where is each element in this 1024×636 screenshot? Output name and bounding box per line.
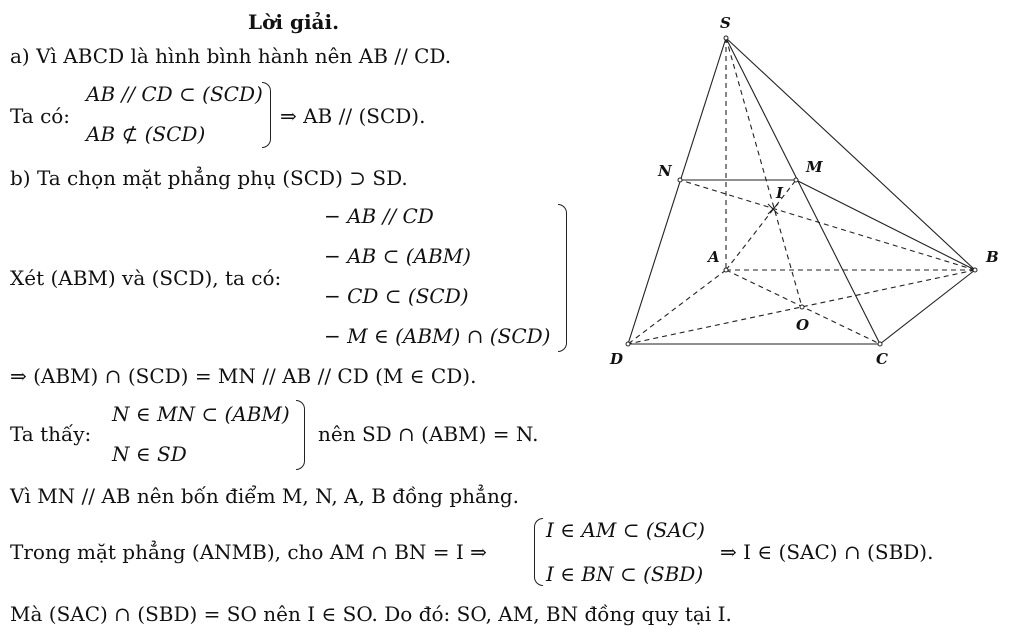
part-b-system-2: I ∈ BN ⊂ (SBD) [546,562,704,586]
point-n [678,178,682,182]
edge-sd [628,38,726,344]
point-m [794,178,798,182]
part-b-thay-1: N ∈ MN ⊂ (ABM) [112,402,290,426]
part-b-nen: nên SD ∩ (ABM) = N. [318,422,539,446]
point-o [800,305,804,309]
point-a [724,268,728,272]
point-s [724,36,728,40]
part-b-coplanar: Vì MN // AB nên bốn điểm M, N, A, B đồng phẳng. [10,484,519,508]
part-b-item-4: − M ∈ (ABM) ∩ (SCD) [324,324,551,348]
edge-sc [726,38,880,344]
label-s: S [720,14,731,32]
label-n: N [658,162,672,180]
part-b-system-1: I ∈ AM ⊂ (SAC) [546,518,705,542]
segment-am [726,180,796,270]
part-b-item-3: − CD ⊂ (SCD) [324,284,469,308]
part-a-condition-1: AB // CD ⊂ (SCD) [86,82,263,106]
part-b-system-result: ⇒ I ∈ (SAC) ∩ (SBD). [720,540,934,564]
edge-sb [726,38,975,270]
edge-ad [628,270,726,344]
label-c: C [876,350,888,368]
label-a: A [708,248,720,266]
solution-title: Lời giải. [248,10,340,34]
part-b-xet: Xét (ABM) và (SCD), ta có: [10,266,282,290]
part-b-intro: b) Ta chọn mặt phẳng phụ (SCD) ⊃ SD. [10,166,408,190]
part-b-implies: ⇒ (ABM) ∩ (SCD) = MN // AB // CD (M ∈ CD). [10,364,477,388]
part-a-condition-2: AB ⊄ (SCD) [86,122,206,146]
part-b-final: Mà (SAC) ∩ (SBD) = SO nên I ∈ SO. Do đó: SO, AM, BN đồng quy tại I. [10,602,732,626]
label-b: B [986,248,999,266]
label-m: M [806,158,823,176]
part-a-intro: a) Vì ABCD là hình bình hành nên AB // CD. [10,44,452,68]
part-b-ta-thay: Ta thấy: [10,422,92,446]
label-d: D [610,350,624,368]
part-b-trong-mat: Trong mặt phẳng (ANMB), cho AM ∩ BN = I ⇒ [10,540,487,564]
label-o: O [796,316,810,334]
part-b-item-1: − AB // CD [324,204,434,228]
part-a-ta-co: Ta có: [10,104,71,128]
label-i: I [776,184,784,202]
part-a-result: ⇒ AB // (SCD). [280,104,426,128]
part-b-thay-2: N ∈ SD [112,442,187,466]
part-b-item-2: − AB ⊂ (ABM) [324,244,471,268]
segment-bn [680,180,975,270]
segment-mb [796,180,975,270]
segment-so [726,38,802,307]
edge-cb [880,270,975,344]
point-c [878,342,882,346]
point-b [973,268,977,272]
point-d [626,342,630,346]
